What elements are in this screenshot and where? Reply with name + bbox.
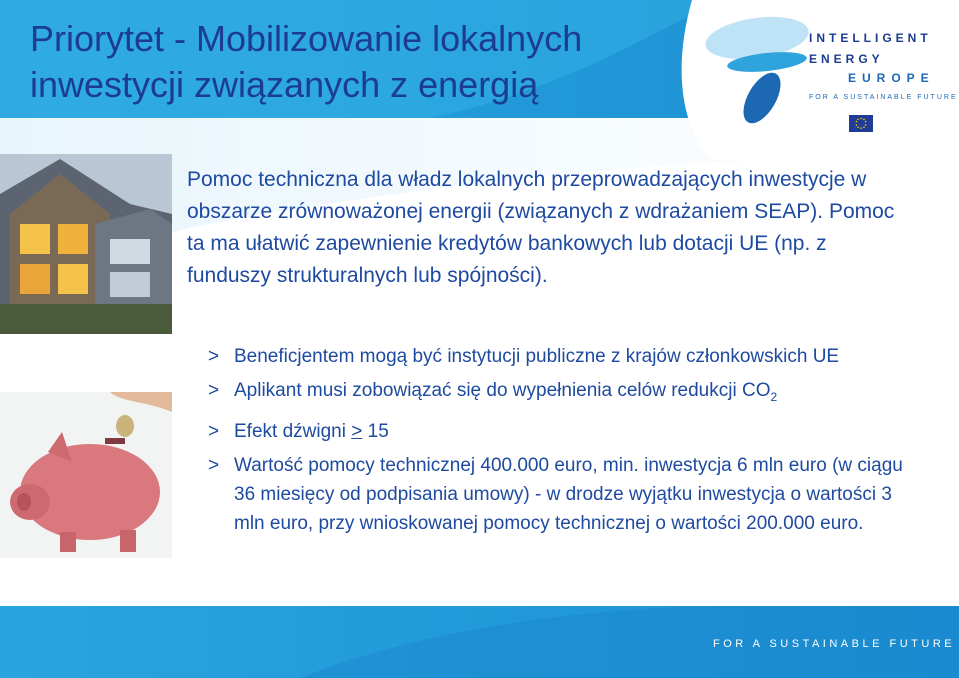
bullet-text: Wartość pomocy technicznej 400.000 euro, min. inwestycja 6 mln euro (w ciągu 36 miesięcy od podpisania umowy) - w drodze wyjątku inwestycja o wartości 3 mln euro, przy wnioskowanej pomocy technicznej o wartości 200.000 euro. bbox=[234, 454, 903, 534]
logo-line-intelligent: INTELLIGENT bbox=[809, 31, 932, 45]
bullet-item-leverage bbox=[208, 417, 908, 446]
bullet-item-beneficiary bbox=[208, 342, 908, 371]
slide-title: Priorytet - Mobilizowanie lokalnych inwestycji związanych z energią bbox=[30, 18, 583, 105]
footer-tagline: FOR A SUSTAINABLE FUTURE bbox=[713, 638, 956, 650]
bullet-arrow-icon: > bbox=[208, 420, 220, 442]
bullet-list bbox=[208, 342, 908, 543]
bullet-arrow-icon: > bbox=[208, 380, 220, 401]
bullet-arrow-icon: > bbox=[208, 346, 220, 367]
logo-tagline: FOR A SUSTAINABLE FUTURE bbox=[809, 94, 958, 101]
leverage-symbol: > bbox=[351, 420, 363, 442]
logo-line-energy: ENERGY bbox=[809, 52, 884, 66]
logo-line-europe: EUROPE bbox=[848, 71, 935, 85]
intro-paragraph: Pomoc techniczna dla władz lokalnych przeprowadzających inwestycje w obszarze zrównoważonej energii (związanych z wdrażaniem SEAP). Pomoc ta ma ułatwić zapewnienie kredytów bankowych lub dotacji UE (np. z funduszy strukturalnych lub spójności). bbox=[187, 168, 895, 287]
house-photo bbox=[0, 154, 172, 334]
leverage-value: 15 bbox=[362, 420, 389, 442]
bullet-text: Beneficjentem mogą być instytucji publiczne z krajów członkowskich UE bbox=[234, 346, 840, 367]
bullet-item-value bbox=[208, 451, 908, 538]
piggy-bank-photo bbox=[0, 392, 172, 558]
co2-subscript: 2 bbox=[770, 389, 778, 404]
bullet-text: Aplikant musi zobowiązać się do wypełnienia celów redukcji CO bbox=[234, 380, 771, 401]
bullet-text: Efekt dźwigni bbox=[234, 420, 352, 442]
bullet-item-co2 bbox=[208, 376, 908, 412]
eu-flag-icon bbox=[849, 115, 873, 132]
bullet-arrow-icon: > bbox=[208, 454, 220, 476]
